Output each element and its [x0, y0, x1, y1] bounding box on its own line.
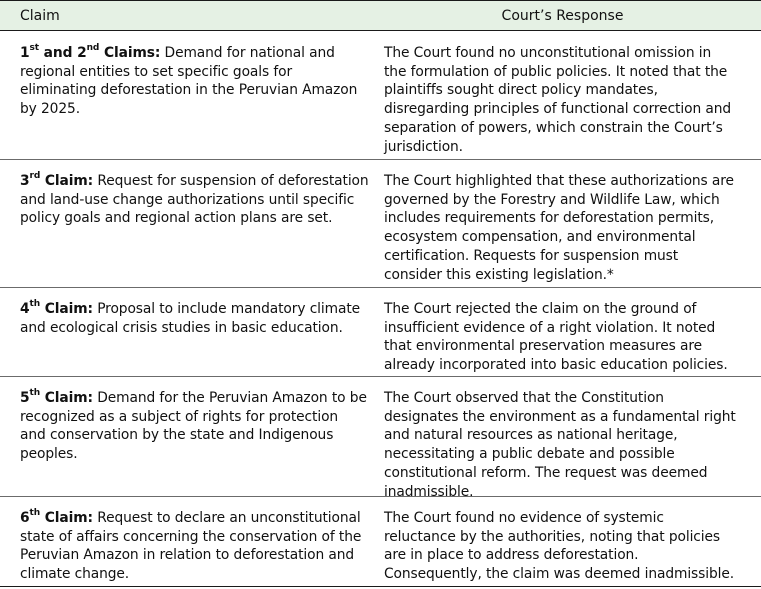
- table-row: [0, 159, 761, 287]
- claim-cell: 6th Claim: Request to declare an unconstitutional state of affairs concerning the conservation of the Peruvian Amazon in relation to deforestation and climate change.: [20, 508, 362, 583]
- table-bottom-rule: [0, 586, 761, 587]
- claim-lead: 3rd Claim:: [20, 171, 94, 189]
- claim-cell: 4th Claim: Proposal to include mandatory climate and ecological crisis studies in basic education.: [20, 299, 361, 336]
- claim-lead: 4th Claim:: [20, 299, 93, 317]
- claim-lead: 5th Claim:: [20, 388, 93, 406]
- table-header: [0, 0, 761, 31]
- claim-lead: 6th Claim:: [20, 508, 93, 526]
- claim-cell: 3rd Claim: Request for suspension of deforestation and land-use change authorizations until specific policy goals and regional action plans are set.: [20, 171, 369, 227]
- claim-cell: 1st and 2nd Claims: Demand for national and regional entities to set specific goals for eliminating deforestation in the Peruvian Amazon by 2025.: [20, 43, 358, 118]
- response-cell: The Court found no unconstitutional omission in the formulation of public policies. It noted that the plaintiffs sought direct policy mandates, disregarding principles of functional correction and separation of powers, which constrain the Court’s jurisdiction.: [384, 45, 732, 155]
- header-response: Court’s Response: [501, 8, 624, 24]
- response-cell: The Court rejected the claim on the ground of insufficient evidence of a right violation. It noted that environmental preservation measures are already incorporated into basic education policies.: [384, 301, 728, 374]
- table-row: [0, 31, 761, 159]
- table-row: [0, 496, 761, 587]
- table-row: [0, 376, 761, 500]
- response-cell: The Court highlighted that these authorizations are governed by the Forestry and Wildlife Law, which includes requirements for deforestation permits, ecosystem compensation, and environmental certification. Requests for suspension must consider this existing legislation.*: [384, 173, 734, 283]
- response-cell: The Court found no evidence of systemic reluctance by the authorities, noting that policies are in place to address deforestation. Consequently, the claim was deemed inadmissible.: [384, 510, 735, 583]
- response-cell: The Court observed that the Constitution designates the environment as a fundamental right and natural resources as national heritage, necessitating a public debate and possible constitutional reform. The request was deemed inadmissible.: [384, 390, 736, 500]
- header-claim: Claim: [20, 8, 60, 24]
- claim-lead: 1st and 2nd Claims:: [20, 43, 161, 61]
- table-row: [0, 287, 761, 376]
- claim-cell: 5th Claim: Demand for the Peruvian Amazon to be recognized as a subject of rights for protection and conservation by the state and Indigenous peoples.: [20, 388, 367, 463]
